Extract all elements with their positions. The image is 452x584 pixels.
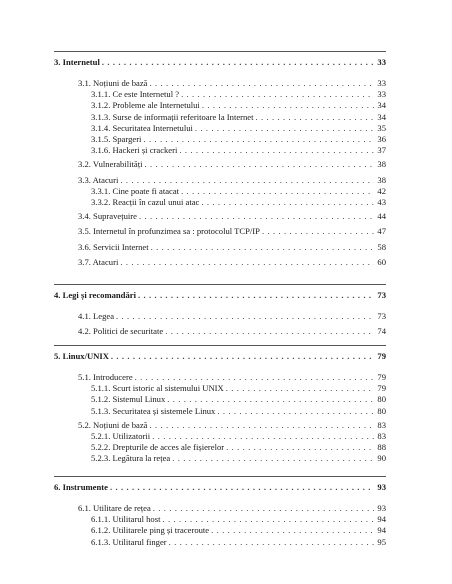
dot-leader	[226, 442, 374, 453]
dot-leader	[181, 186, 374, 197]
toc-entry-title: 3.1.1. Ce este Internetul ?	[91, 89, 180, 99]
page-number: 83	[377, 431, 386, 441]
toc-subsection-row[interactable]	[91, 525, 386, 536]
dot-leader	[139, 211, 374, 222]
toc-entry-title: 3.1.5. Spargeri	[91, 134, 142, 144]
toc-section-row[interactable]	[78, 311, 386, 322]
page-number: 44	[377, 211, 386, 221]
page-number: 94	[377, 514, 386, 524]
page-number: 79	[377, 372, 386, 382]
page-number: 83	[377, 420, 386, 430]
toc-section-row[interactable]	[78, 226, 386, 237]
section-divider	[54, 476, 386, 477]
toc-entry-title: 3.1.6. Hackeri și crackeri	[91, 145, 178, 155]
toc-entry-title: 3.1.4. Securitatea Internetului	[91, 123, 193, 133]
toc-section-row[interactable]	[78, 326, 386, 337]
dot-leader	[211, 525, 374, 536]
page-number: 93	[377, 482, 386, 492]
dot-leader	[262, 226, 374, 237]
dot-leader	[143, 134, 374, 145]
page-number: 90	[377, 453, 386, 463]
dot-leader	[202, 100, 374, 111]
toc-entry-title: 4.1. Legea	[78, 311, 115, 321]
dot-leader	[138, 290, 374, 301]
toc-entry-title: 4.2. Politici de securitate	[78, 326, 164, 336]
dot-leader	[201, 197, 374, 208]
dot-leader	[167, 394, 374, 405]
toc-entry-title: 6.1.1. Utilitarul host	[91, 514, 161, 524]
page-number: 43	[377, 197, 386, 207]
page-number: 33	[377, 57, 386, 67]
toc-entry-title: 3.5. Internetul în profunzimea sa : protocolul TCP/IP	[78, 226, 260, 236]
toc-subsection-row[interactable]	[91, 134, 386, 145]
page-number: 74	[377, 326, 386, 336]
dot-leader	[153, 503, 374, 514]
dot-leader	[149, 420, 374, 431]
dot-leader	[144, 159, 374, 170]
toc-entry-title: 3.3.2. Reacții în cazul unui atac	[91, 197, 200, 207]
toc-section-row[interactable]	[78, 78, 386, 89]
toc-entry-title: 6.1.2. Utilitarele ping și traceroute	[91, 525, 210, 535]
dot-leader	[102, 57, 374, 68]
section-divider	[54, 51, 386, 52]
dot-leader	[181, 89, 374, 100]
toc-subsection-row[interactable]	[91, 537, 386, 548]
dot-leader	[226, 383, 374, 394]
toc-subsection-row[interactable]	[91, 406, 386, 417]
toc-chapter-row[interactable]	[54, 351, 386, 362]
toc-section-row[interactable]	[78, 257, 386, 268]
page-number: 47	[377, 226, 386, 236]
page-number: 88	[377, 442, 386, 452]
toc-entry-title: 3.7. Atacuri	[78, 257, 119, 267]
toc-section-row[interactable]	[78, 175, 386, 186]
toc-entry-title: 3.1.2. Probleme ale Internetului	[91, 100, 200, 110]
toc-subsection-row[interactable]	[91, 197, 386, 208]
toc-chapter-row[interactable]	[54, 482, 386, 493]
toc-entry-title: 3.1.3. Surse de informații referitoare la Internet	[91, 112, 254, 122]
dot-leader	[256, 112, 374, 123]
toc-entry-title: 5.1.1. Scurt istoric al sistemului UNIX	[91, 383, 224, 393]
dot-leader	[165, 326, 374, 337]
toc-section-row[interactable]	[78, 420, 386, 431]
toc-entry-title: 5.2.3. Legătura la rețea	[91, 453, 171, 463]
page-number: 33	[377, 78, 386, 88]
toc-entry-title: 3.2. Vulnerabilități	[78, 159, 143, 169]
page-number: 34	[377, 100, 386, 110]
page-number: 80	[377, 406, 386, 416]
page-number: 36	[377, 134, 386, 144]
toc-section-row[interactable]	[78, 242, 386, 253]
page-number: 93	[377, 503, 386, 513]
dot-leader	[149, 78, 374, 89]
toc-subsection-row[interactable]	[91, 89, 386, 100]
dot-leader	[120, 175, 374, 186]
toc-entry-title: 3.4. Supravețuire	[78, 211, 137, 221]
dot-leader	[169, 537, 374, 548]
toc-entry-title: 3.6. Servicii Internet	[78, 242, 149, 252]
toc-entry-title: 5.2.1. Utilizatorii	[91, 431, 151, 441]
page-number: 38	[377, 175, 386, 185]
dot-leader	[179, 145, 374, 156]
toc-chapter-row[interactable]	[54, 57, 386, 68]
toc-entry-title: 3.1. Noțiuni de bază	[78, 78, 148, 88]
page-number: 38	[377, 159, 386, 169]
toc-entry-title: 6. Instrumente	[54, 482, 108, 492]
page-number: 34	[377, 112, 386, 122]
toc-subsection-row[interactable]	[91, 442, 386, 453]
dot-leader	[217, 406, 374, 417]
toc-entry-title: 6.1.3. Utilitarul finger	[91, 537, 167, 547]
toc-entry-title: 5.2.2. Drepturile de acces ale fișierelor	[91, 442, 225, 452]
page-number: 79	[377, 383, 386, 393]
toc-subsection-row[interactable]	[91, 100, 386, 111]
toc-subsection-row[interactable]	[91, 394, 386, 405]
toc-subsection-row[interactable]	[91, 123, 386, 134]
toc-section-row[interactable]	[78, 211, 386, 222]
toc-subsection-row[interactable]	[91, 145, 386, 156]
page-number: 35	[377, 123, 386, 133]
page-number: 79	[377, 351, 386, 361]
page-number: 94	[377, 525, 386, 535]
dot-leader	[151, 242, 374, 253]
dot-leader	[116, 311, 374, 322]
toc-section-row[interactable]	[78, 159, 386, 170]
page-number: 95	[377, 537, 386, 547]
toc-entry-title: 5.1.2. Sistemul Linux	[91, 394, 166, 404]
toc-chapter-row[interactable]	[54, 290, 386, 301]
dot-leader	[135, 372, 374, 383]
dot-leader	[110, 482, 374, 493]
page-number: 73	[377, 290, 386, 300]
toc-entry-title: 3.3.1. Cine poate fi atacat	[91, 186, 180, 196]
toc-entry-title: 5. Linux/UNIX	[54, 351, 109, 361]
page-number: 60	[377, 257, 386, 267]
dot-leader	[195, 123, 374, 134]
dot-leader	[162, 514, 374, 525]
toc-subsection-row[interactable]	[91, 383, 386, 394]
page-number: 80	[377, 394, 386, 404]
dot-leader	[172, 453, 374, 464]
toc-entry-title: 5.1.3. Securitatea și sistemele Linux	[91, 406, 216, 416]
toc-section-row[interactable]	[78, 372, 386, 383]
dot-leader	[120, 257, 374, 268]
page-number: 33	[377, 89, 386, 99]
toc-entry-title: 3.3. Atacuri	[78, 175, 119, 185]
toc-subsection-row[interactable]	[91, 186, 386, 197]
page-number: 37	[377, 145, 386, 155]
toc-subsection-row[interactable]	[91, 431, 386, 442]
section-divider	[54, 345, 386, 346]
section-divider	[54, 284, 386, 285]
page-number: 42	[377, 186, 386, 196]
toc-subsection-row[interactable]	[91, 453, 386, 464]
toc-entry-title: 4. Legi și recomandări	[54, 290, 136, 300]
toc-subsection-row[interactable]	[91, 112, 386, 123]
toc-section-row[interactable]	[78, 503, 386, 514]
toc-entry-title: 5.1. Introducere	[78, 372, 133, 382]
dot-leader	[152, 431, 374, 442]
toc-subsection-row[interactable]	[91, 514, 386, 525]
toc-entry-title: 6.1. Utilitare de rețea	[78, 503, 151, 513]
toc-entry-title: 3. Internetul	[54, 57, 100, 67]
dot-leader	[111, 351, 374, 362]
page-number: 58	[377, 242, 386, 252]
toc-entry-title: 5.2. Noțiuni de bază	[78, 420, 148, 430]
page-number: 73	[377, 311, 386, 321]
